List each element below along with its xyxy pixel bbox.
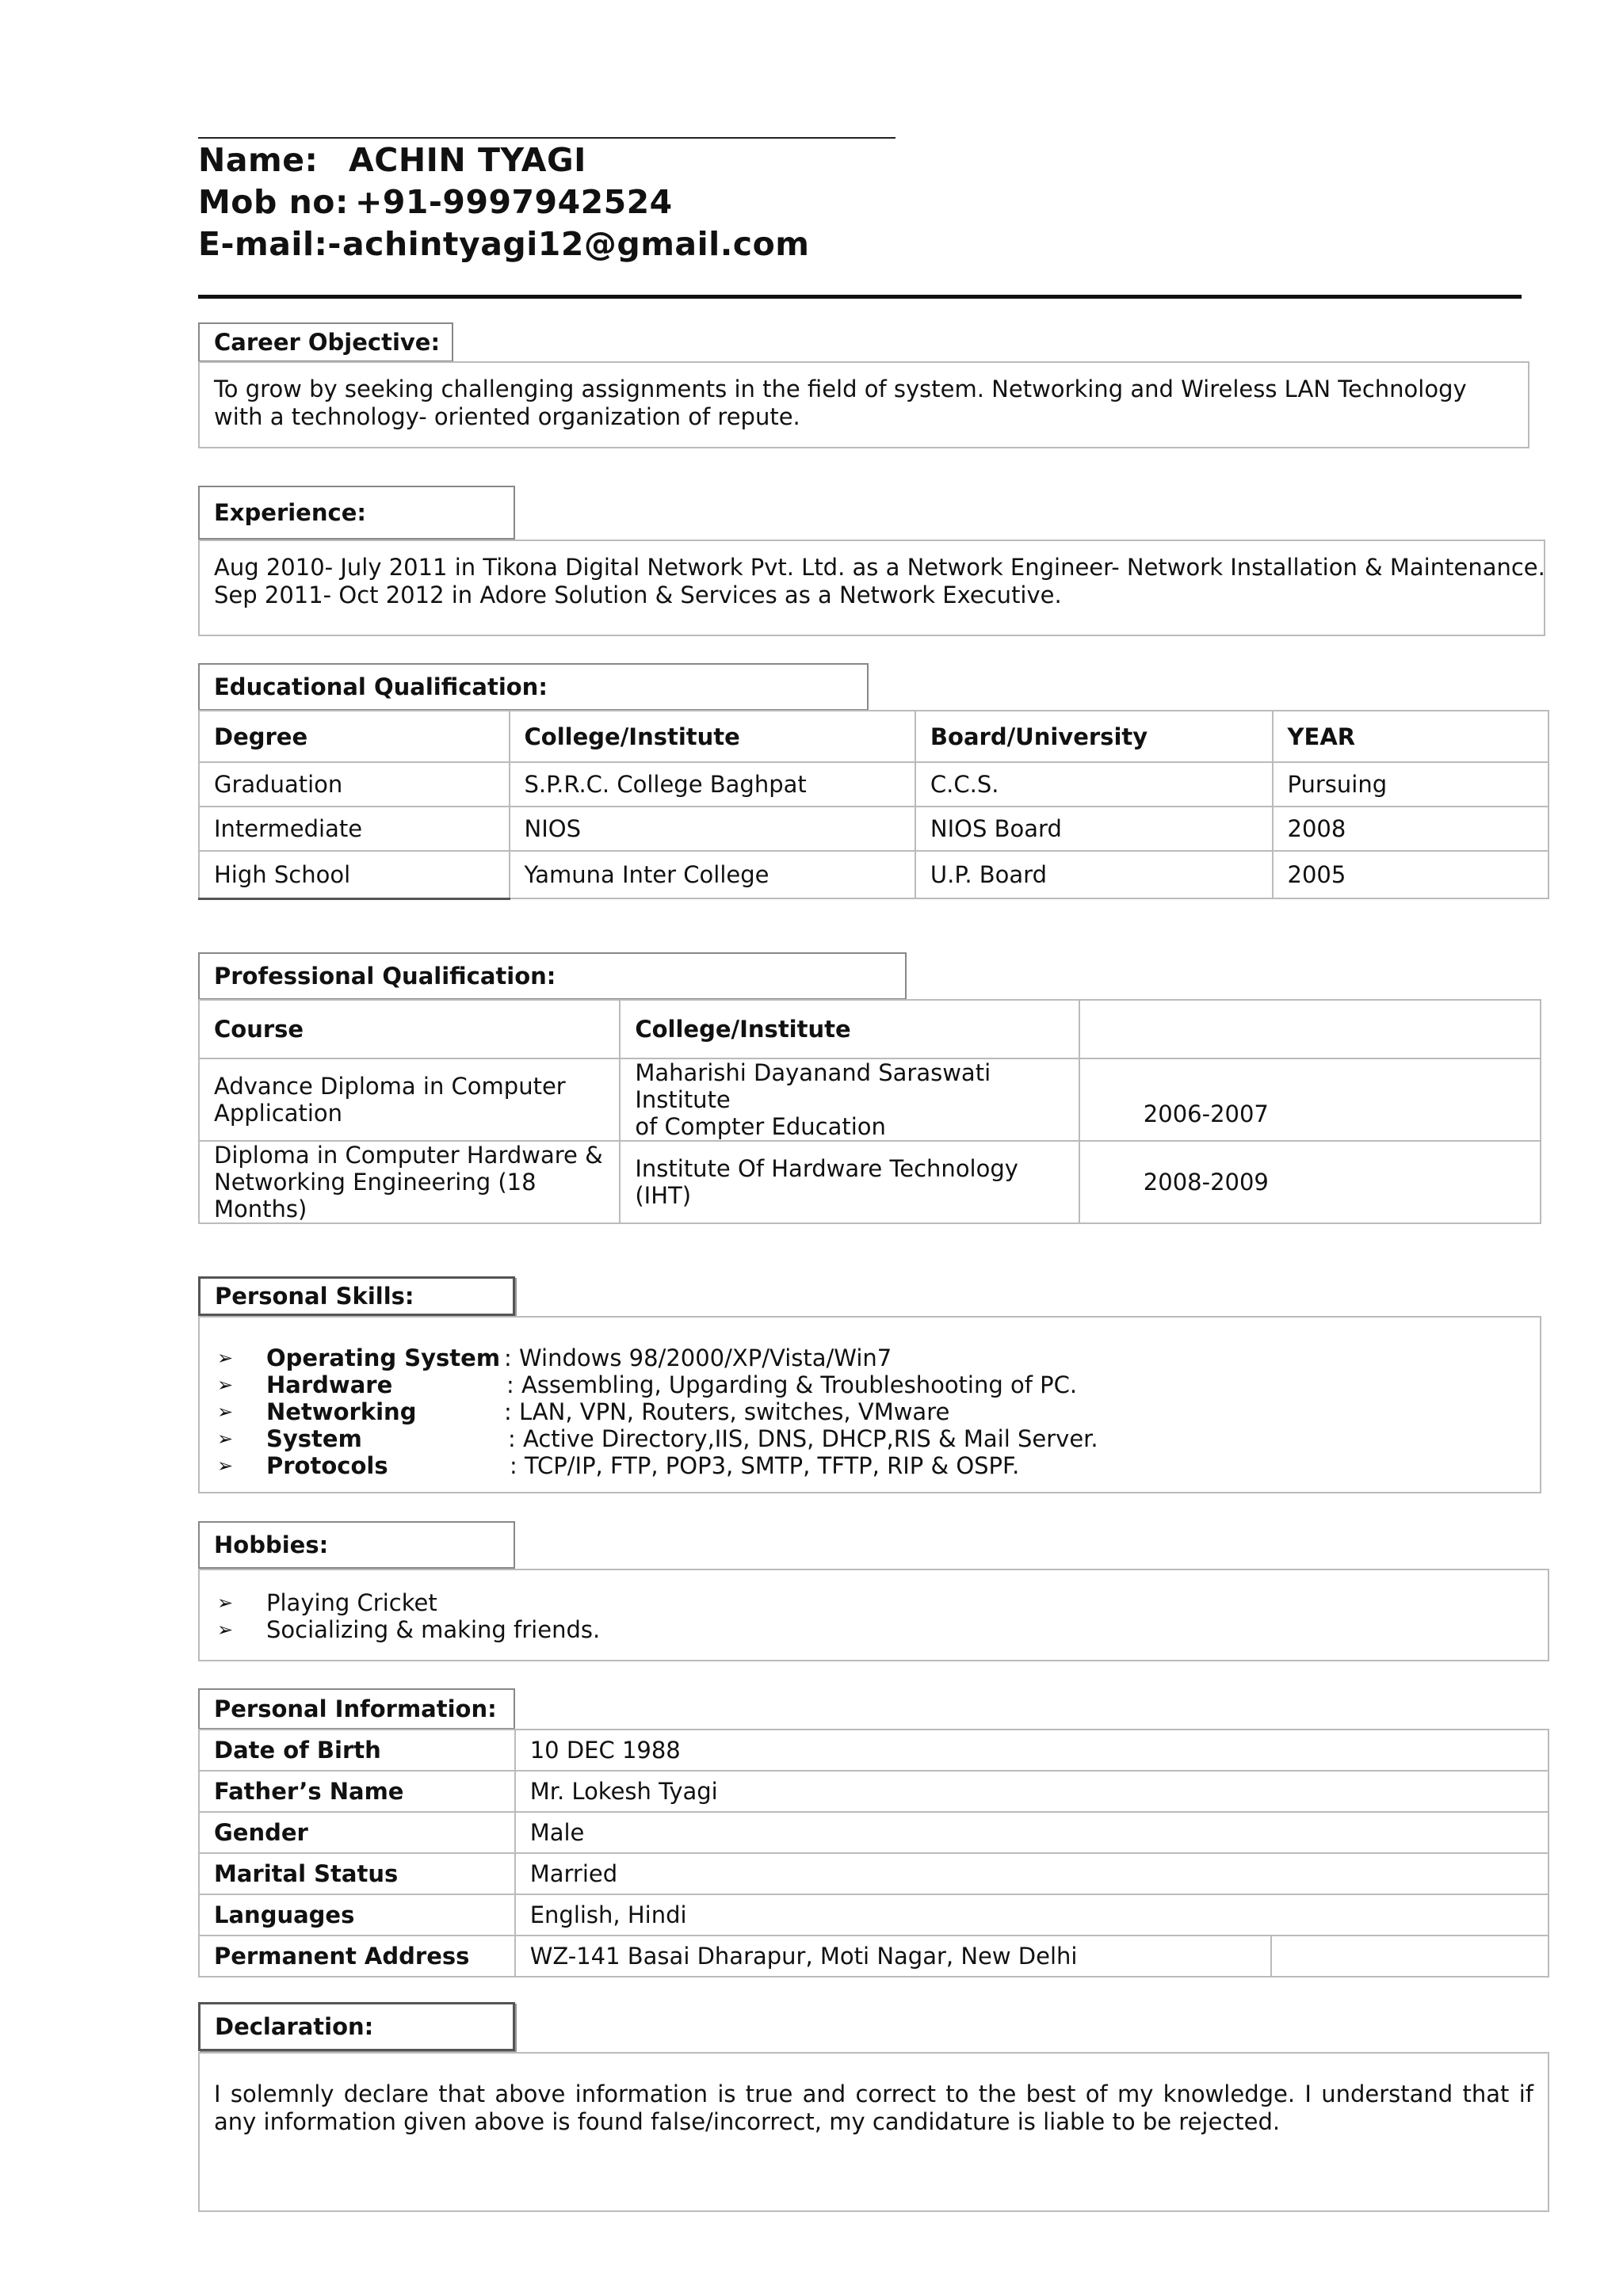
skill-value: : TCP/IP, FTP, POP3, SMTP, TFTP, RIP & OSPF.	[510, 1452, 1020, 1479]
education-header-cell: College/Institute	[510, 711, 915, 762]
professional-header-cell: Course	[199, 1000, 620, 1058]
experience-line: Aug 2010- July 2011 in Tikona Digital Network Pvt. Ltd. as a Network Engineer- Network Installation & Maintenance.	[214, 554, 1545, 581]
professional-header-cell	[1079, 1000, 1541, 1058]
name-label: Name:	[198, 141, 319, 179]
list-item	[217, 1616, 1533, 1643]
info-label: Gender	[199, 1812, 515, 1853]
arrow-bullet-icon: ➢	[217, 1374, 234, 1396]
info-value: Mr. Lokesh Tyagi	[515, 1771, 1549, 1812]
info-value: Married	[515, 1853, 1549, 1894]
arrow-bullet-icon: ➢	[217, 1592, 234, 1614]
professional-course: Diploma in Computer Hardware & Networking Engineering (18 Months)	[199, 1141, 620, 1223]
list-item	[217, 1398, 1526, 1425]
education-degree: Graduation	[199, 762, 510, 807]
skills-box	[198, 1316, 1541, 1493]
education-college: S.P.R.C. College Baghpat	[510, 762, 915, 807]
professional-header-cell: College/Institute	[620, 1000, 1079, 1058]
education-board: C.C.S.	[915, 762, 1273, 807]
mobile-line	[198, 183, 673, 221]
education-year: 2005	[1273, 851, 1549, 898]
email-value: achintyagi12@gmail.com	[342, 225, 810, 263]
table-row	[199, 1936, 1549, 1977]
experience-title: Experience:	[198, 486, 515, 540]
professional-year: 2006-2007	[1079, 1058, 1541, 1141]
professional-course: Advance Diploma in Computer Application	[199, 1058, 620, 1141]
education-header-cell: Board/University	[915, 711, 1273, 762]
education-header-cell: Degree	[199, 711, 510, 762]
education-board: U.P. Board	[915, 851, 1273, 898]
education-degree: High School	[199, 851, 510, 898]
career-objective-text: To grow by seeking challenging assignments in the field of system. Networking and Wireless LAN Technology with a technology- oriented organization of repute.	[214, 376, 1467, 430]
arrow-bullet-icon: ➢	[217, 1455, 234, 1477]
email-line	[198, 225, 809, 263]
info-value: 10 DEC 1988	[515, 1730, 1549, 1771]
hobby-text: Socializing & making friends.	[266, 1616, 601, 1643]
arrow-bullet-icon: ➢	[217, 1347, 234, 1369]
professional-title: Professional Qualification:	[198, 952, 907, 1000]
list-item	[217, 1425, 1526, 1452]
mobile-label: Mob no:	[198, 183, 349, 221]
info-empty-cell	[1271, 1936, 1549, 1977]
table-row	[199, 1812, 1549, 1853]
table-row	[199, 1853, 1549, 1894]
professional-table	[198, 999, 1541, 1224]
skill-value: : Active Directory,IIS, DNS, DHCP,RIS & Mail Server.	[508, 1425, 1098, 1452]
education-header-row	[199, 711, 1549, 762]
name-value: ACHIN TYAGI	[349, 141, 586, 179]
list-item	[217, 1344, 1526, 1371]
professional-college-line: of Compter Education	[635, 1113, 886, 1140]
skills-list	[217, 1344, 1526, 1479]
table-row	[199, 762, 1549, 807]
professional-year: 2008-2009	[1079, 1141, 1541, 1223]
professional-college	[620, 1141, 1079, 1223]
skill-name: Networking	[266, 1398, 417, 1425]
education-year: Pursuing	[1273, 762, 1549, 807]
info-label: Marital Status	[199, 1853, 515, 1894]
table-row	[199, 1730, 1549, 1771]
email-label: E-mail:-	[198, 225, 342, 263]
education-board: NIOS Board	[915, 807, 1273, 851]
skill-name: Protocols	[266, 1452, 388, 1479]
table-row	[199, 851, 1549, 898]
hobby-text: Playing Cricket	[266, 1589, 437, 1616]
info-label: Permanent Address	[199, 1936, 515, 1977]
education-title: Educational Qualification:	[198, 663, 869, 711]
declaration-title: Declaration:	[198, 2002, 515, 2051]
table-row	[199, 1894, 1549, 1936]
professional-college-line: Institute Of Hardware Technology (IHT)	[635, 1155, 1018, 1209]
table-row	[199, 1771, 1549, 1812]
career-objective-box	[198, 361, 1529, 448]
skill-value: : Assembling, Upgarding & Troubleshooting of PC.	[506, 1371, 1078, 1398]
mobile-value: +91-9997942524	[355, 183, 673, 221]
education-year: 2008	[1273, 807, 1549, 851]
info-label: Languages	[199, 1894, 515, 1936]
table-row	[199, 807, 1549, 851]
education-college: Yamuna Inter College	[510, 851, 915, 898]
career-objective-title: Career Objective:	[198, 322, 453, 362]
info-label: Date of Birth	[199, 1730, 515, 1771]
info-label: Father’s Name	[199, 1771, 515, 1812]
info-value: Male	[515, 1812, 1549, 1853]
hobbies-title: Hobbies:	[198, 1521, 515, 1569]
table-row	[199, 1058, 1541, 1141]
experience-line: Sep 2011- Oct 2012 in Adore Solution & Services as a Network Executive.	[214, 582, 1062, 608]
header-top-rule	[198, 137, 896, 139]
hobbies-box	[198, 1569, 1549, 1661]
header-bottom-rule	[198, 295, 1522, 299]
name-line	[198, 141, 586, 179]
personal-info-title: Personal Information:	[198, 1688, 515, 1730]
education-college: NIOS	[510, 807, 915, 851]
experience-box	[198, 540, 1545, 636]
info-value: English, Hindi	[515, 1894, 1549, 1936]
info-value: WZ-141 Basai Dharapur, Moti Nagar, New Delhi	[515, 1936, 1272, 1977]
list-item	[217, 1371, 1526, 1398]
skill-value: : LAN, VPN, Routers, switches, VMware	[504, 1398, 950, 1425]
skill-value: : Windows 98/2000/XP/Vista/Win7	[504, 1344, 892, 1371]
education-header-cell: YEAR	[1273, 711, 1549, 762]
professional-college-line: Maharishi Dayanand Saraswati Institute	[635, 1059, 991, 1113]
list-item	[217, 1452, 1526, 1479]
arrow-bullet-icon: ➢	[217, 1401, 234, 1423]
personal-info-table	[198, 1729, 1549, 1978]
arrow-bullet-icon: ➢	[217, 1619, 234, 1641]
education-table	[198, 710, 1549, 900]
professional-college	[620, 1058, 1079, 1141]
skill-name: Hardware	[266, 1371, 393, 1398]
education-degree: Intermediate	[199, 807, 510, 851]
list-item	[217, 1589, 1533, 1616]
arrow-bullet-icon: ➢	[217, 1428, 234, 1450]
skill-name: Operating System	[266, 1344, 501, 1371]
declaration-text: I solemnly declare that above information is true and correct to the best of my knowledge. I understand that if any information given above is found false/incorrect, my candidature is liable to be rejected.	[214, 2081, 1533, 2135]
skill-name: System	[266, 1425, 362, 1452]
professional-header-row	[199, 1000, 1541, 1058]
skills-title: Personal Skills:	[198, 1276, 515, 1316]
hobbies-list	[217, 1589, 1533, 1643]
table-row	[199, 1141, 1541, 1223]
declaration-box	[198, 2052, 1549, 2212]
